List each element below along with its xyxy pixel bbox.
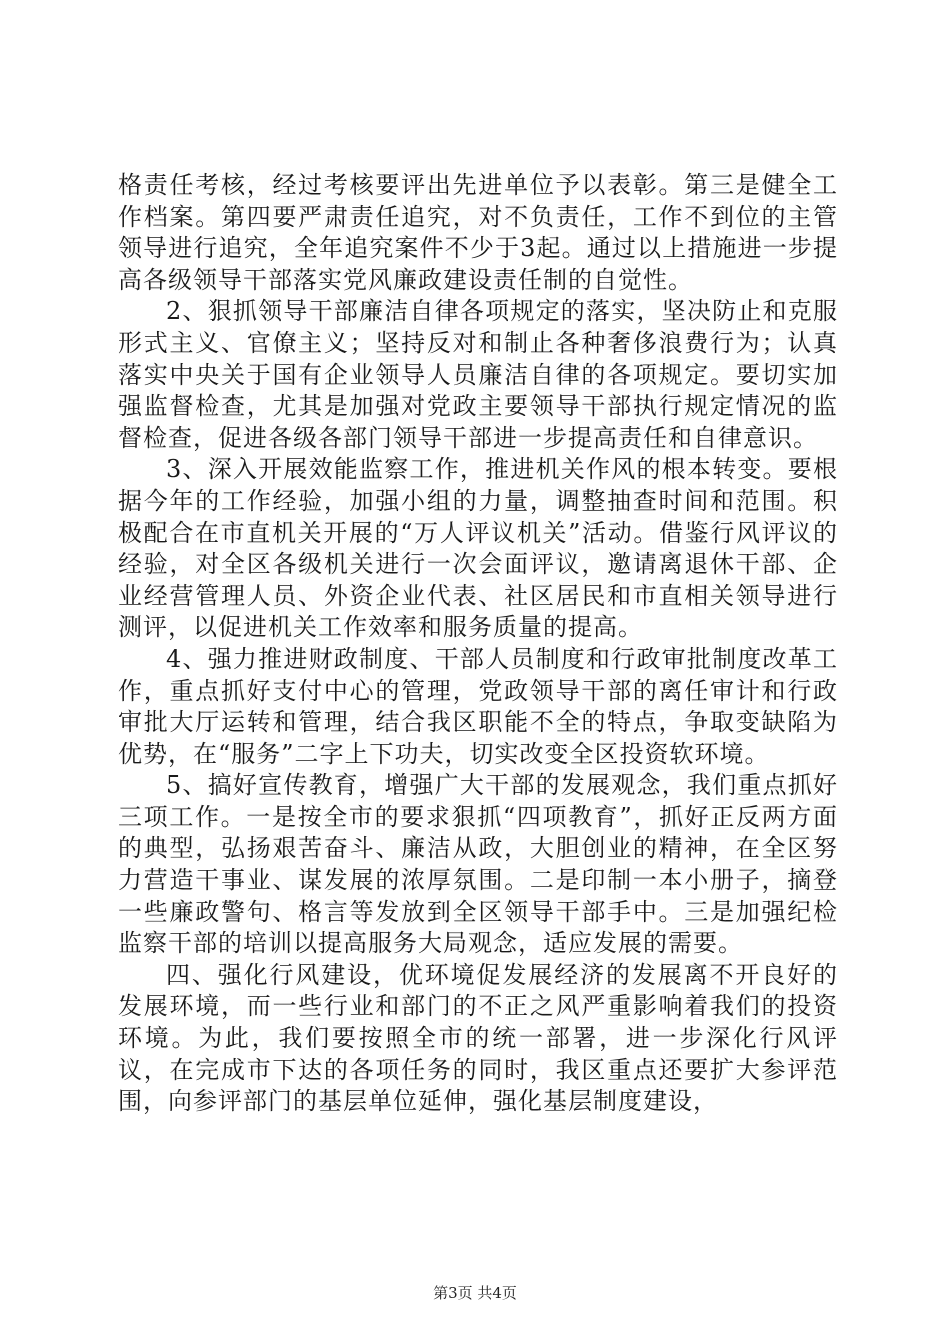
paragraph-5: 5、搞好宣传教育，增强广大干部的发展观念，我们重点抓好三项工作。一是按全市的要求狠抓“四项教育”，抓好正反两方面的典型，弘扬艰苦奋斗、廉洁从政，大胆创业的精神，在全区努力营造干事业、谋发展的浓厚氛围。二是印制一本小册子，摘登一些廉政警句、格言等发放到全区领导干部手中。三是加强纪检监察干部的培训以提高服务大局观念，适应发展的需要。	[118, 771, 838, 958]
paragraph-2: 2、狠抓领导干部廉洁自律各项规定的落实，坚决防止和克服形式主义、官僚主义；坚持反对和制止各种奢侈浪费行为；认真落实中央关于国有企业领导人员廉洁自律的各项规定。要切实加强监督检查，尤其是加强对党政主要领导干部执行规定情况的监督检查，促进各级各部门领导干部进一步提高责任和自律意识。	[118, 297, 838, 452]
paragraph-3: 3、深入开展效能监察工作，推进机关作风的根本转变。要根据今年的工作经验，加强小组的力量，调整抽查时间和范围。积极配合在市直机关开展的“万人评议机关”活动。借鉴行风评议的经验，对全区各级机关进行一次会面评议，邀请离退休干部、企业经营管理人员、外资企业代表、社区居民和市直相关领导进行测评，以促进机关工作效率和服务质量的提高。	[118, 455, 838, 642]
document-body	[118, 170, 838, 1118]
paragraph-6: 四、强化行风建设，优环境促发展经济的发展离不开良好的发展环境，而一些行业和部门的不正之风严重影响着我们的投资环境。为此，我们要按照全市的统一部署，进一步深化行风评议，在完成市下达的各项任务的同时，我区重点还要扩大参评范围，向参评部门的基层单位延伸，强化基层制度建设，	[118, 960, 838, 1116]
paragraph-4: 4、强力推进财政制度、干部人员制度和行政审批制度改革工作，重点抓好支付中心的管理，党政领导干部的离任审计和行政审批大厅运转和管理，结合我区职能不全的特点，争取变缺陷为优势，在“服务”二字上下功夫，切实改变全区投资软环境。	[118, 644, 838, 768]
paragraph-1: 格责任考核，经过考核要评出先进单位予以表彰。第三是健全工作档案。第四要严肃责任追究，对不负责任，工作不到位的主管领导进行追究，全年追究案件不少于3起。通过以上措施进一步提高各级领导干部落实党风廉政建设责任制的自觉性。	[118, 171, 838, 294]
page-number-footer: 第3页 共4页	[433, 1284, 517, 1302]
